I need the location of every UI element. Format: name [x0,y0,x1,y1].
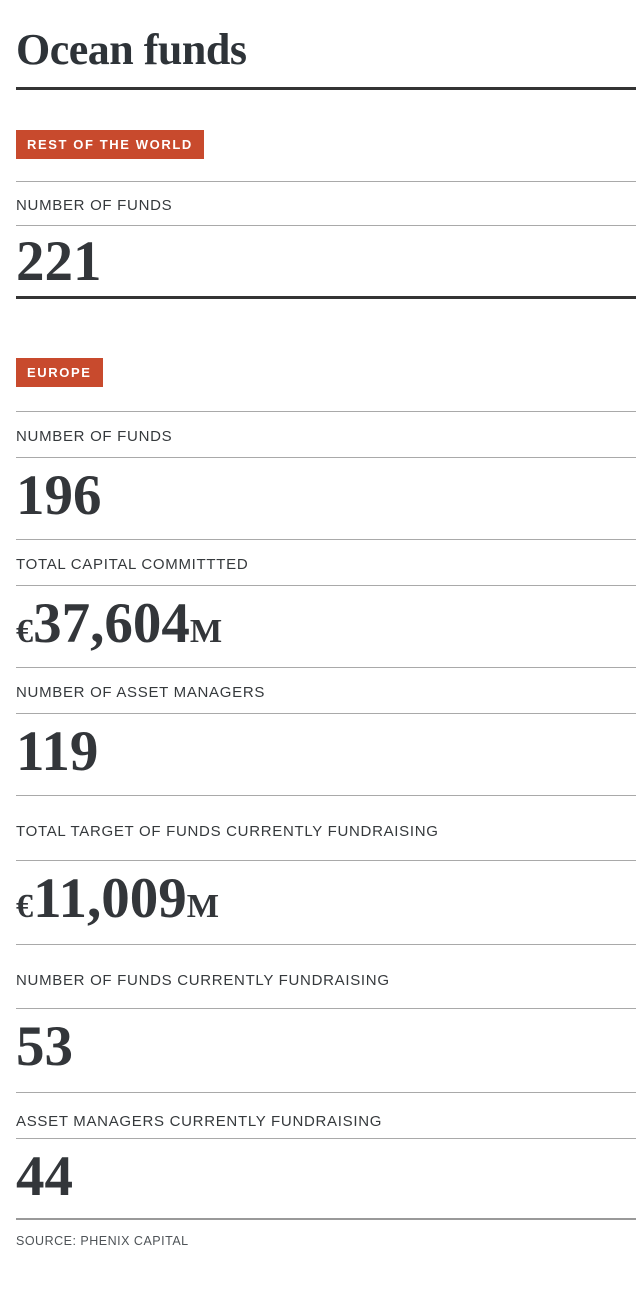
stat-label: NUMBER OF ASSET MANAGERS [16,667,636,714]
currency-symbol: € [16,887,34,925]
ocean-funds-infographic [0,26,640,1248]
region-badge-europe: EUROPE [16,358,103,387]
unit-suffix: M [186,887,219,925]
stat-number: 37,604 [33,592,190,656]
header [16,26,636,90]
section-europe [16,299,636,1220]
stat-value [16,226,636,297]
stat-label: NUMBER OF FUNDS CURRENTLY FUNDRAISING [16,944,636,1009]
stat-number: 221 [16,229,102,293]
stat-value [16,458,636,539]
stat-number: 196 [16,464,102,528]
stat-row [16,411,636,539]
region-badge-rest-of-the-world: REST OF THE WORLD [16,130,204,159]
stat-label: NUMBER OF FUNDS [16,411,636,458]
stat-value [16,861,636,944]
stat-number: 119 [16,720,99,784]
section-rest-of-the-world [16,90,636,300]
stats-group [16,181,636,300]
page-title: Ocean funds [16,25,247,74]
stat-row [16,181,636,297]
stat-label: TOTAL TARGET OF FUNDS CURRENTLY FUNDRAISING [16,795,636,861]
stat-value [16,1139,636,1219]
stat-value [16,1009,636,1092]
stat-number: 53 [16,1014,73,1078]
stat-value [16,586,636,667]
source-note: SOURCE: PHENIX CAPITAL [16,1234,189,1249]
stat-label: ASSET MANAGERS CURRENTLY FUNDRAISING [16,1092,636,1139]
stat-number: 44 [16,1144,73,1208]
stat-label: TOTAL CAPITAL COMMITTTED [16,539,636,586]
stat-row [16,539,636,667]
currency-symbol: € [16,613,34,651]
stat-row [16,1092,636,1219]
stat-row [16,944,636,1092]
stats-group [16,411,636,1220]
stat-value [16,714,636,795]
stat-number: 11,009 [33,866,187,930]
stat-label: NUMBER OF FUNDS [16,181,636,226]
stat-row [16,667,636,795]
unit-suffix: M [189,613,223,651]
stat-row [16,795,636,944]
